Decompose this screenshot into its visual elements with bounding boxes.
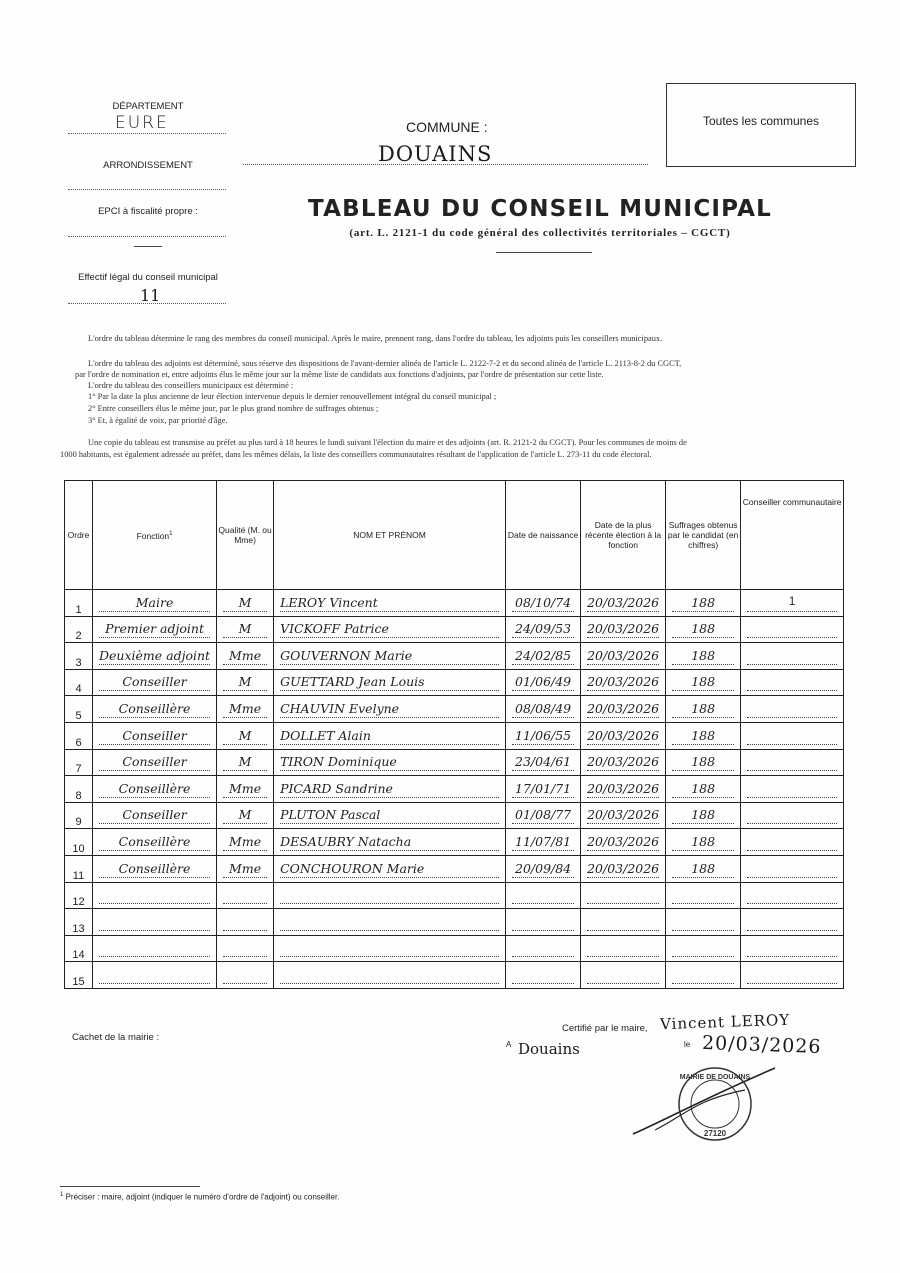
cell-fonction-value: Conseiller	[99, 753, 210, 771]
cell-naissance	[506, 829, 581, 856]
cell-suffrages	[666, 855, 741, 882]
a-value: Douains	[518, 1040, 580, 1058]
cell-fonction-value: Conseiller	[99, 806, 210, 824]
table-row	[65, 749, 844, 776]
table-row	[65, 776, 844, 803]
cell-suffrages-value	[672, 939, 734, 957]
cell-naissance-value: 24/02/85	[512, 647, 574, 665]
cell-election	[581, 776, 666, 803]
cell-naissance-value: 24/09/53	[512, 620, 574, 638]
cell-nom-value: GOUVERNON Marie	[280, 647, 499, 665]
cell-communautaire-value	[747, 939, 837, 957]
cell-suffrages-value: 188	[672, 594, 734, 612]
cell-ordre: 5	[65, 696, 93, 723]
cell-election-value: 20/03/2026	[587, 860, 660, 876]
cell-ordre: 8	[65, 776, 93, 803]
cell-suffrages-value	[672, 966, 734, 984]
cell-election-value: 20/03/2026	[587, 700, 660, 716]
cell-election	[581, 669, 666, 696]
cell-nom-value: CHAUVIN Evelyne	[280, 700, 499, 718]
table-row	[65, 909, 844, 936]
cell-nom-value: DOLLET Alain	[280, 727, 499, 745]
cell-suffrages	[666, 802, 741, 829]
paragraph-conseillers: L'ordre du tableau des conseillers municipaux est déterminé :	[88, 381, 294, 390]
cell-election	[581, 909, 666, 936]
cell-qualite-value: M	[223, 594, 267, 612]
cell-suffrages-value: 188	[672, 753, 734, 771]
cell-fonction	[93, 962, 217, 989]
footnote	[60, 1192, 339, 1202]
mairie-stamp	[625, 1060, 785, 1150]
cell-election-value: 20/03/2026	[587, 621, 660, 637]
cell-election	[581, 616, 666, 643]
cell-naissance-value	[512, 939, 574, 957]
cell-communautaire-value	[747, 833, 837, 851]
cell-communautaire	[741, 802, 844, 829]
cell-fonction-value: Conseiller	[99, 727, 210, 745]
cell-communautaire	[741, 616, 844, 643]
footnote-text: Préciser : maire, adjoint (indiquer le numéro d'ordre de l'adjoint) ou conseiller.	[65, 1192, 340, 1202]
cell-suffrages-value: 188	[672, 647, 734, 665]
cell-qualite	[217, 749, 274, 776]
cell-suffrages-value: 188	[672, 833, 734, 851]
cell-communautaire	[741, 749, 844, 776]
cell-qualite	[217, 616, 274, 643]
arrondissement-label: ARRONDISSEMENT	[103, 160, 193, 171]
paragraph-adjoints-1: L'ordre du tableau des adjoints est déterminé, sous réserve des dispositions de l'avant-dernier alinéa de l'article L. 2122-7-2 et du second alinéa de l'article L. 2113-8-2 du CGCT,	[88, 359, 682, 368]
cell-fonction-value: Deuxième adjoint	[99, 647, 211, 663]
table-row	[65, 935, 844, 962]
cell-nom-value	[280, 886, 499, 904]
cell-nom	[274, 696, 506, 723]
cell-nom	[274, 616, 506, 643]
cell-communautaire-value	[747, 620, 837, 638]
cell-suffrages	[666, 829, 741, 856]
cell-fonction	[93, 696, 217, 723]
cell-qualite-value: M	[223, 806, 267, 824]
table-row	[65, 669, 844, 696]
paragraph-rule-1: 1° Par la date la plus ancienne de leur élection intervenue depuis le dernier renouvellement intégral du conseil municipal ;	[88, 392, 497, 401]
cell-fonction	[93, 909, 217, 936]
signature-stroke-2-icon	[655, 1090, 745, 1130]
cell-nom	[274, 590, 506, 617]
table-row	[65, 722, 844, 749]
cell-ordre: 7	[65, 749, 93, 776]
cell-election	[581, 829, 666, 856]
table-row	[65, 643, 844, 670]
a-label: A	[506, 1040, 512, 1049]
cell-suffrages-value: 188	[672, 860, 734, 878]
cell-election	[581, 882, 666, 909]
cell-fonction-value: Conseiller	[99, 673, 210, 691]
cell-nom-value	[280, 939, 499, 957]
cell-fonction	[93, 855, 217, 882]
cell-communautaire-value: 1	[747, 594, 837, 612]
cell-suffrages-value: 188	[672, 806, 734, 824]
header-suffrages: Suffrages obtenus par le candidat (en chiffres)	[666, 481, 741, 590]
cell-naissance-value: 01/08/77	[512, 806, 574, 824]
cell-election	[581, 855, 666, 882]
cell-election-value	[587, 939, 659, 957]
cell-communautaire-value	[747, 700, 837, 718]
cell-nom-value	[280, 966, 499, 984]
cell-nom-value: PICARD Sandrine	[280, 780, 499, 798]
cell-naissance	[506, 962, 581, 989]
cell-communautaire	[741, 909, 844, 936]
cell-ordre: 1	[65, 590, 93, 617]
cell-communautaire	[741, 696, 844, 723]
header-fonction	[93, 481, 217, 590]
cell-suffrages	[666, 722, 741, 749]
cell-communautaire-value	[747, 860, 837, 878]
cell-nom-value: TIRON Dominique	[280, 753, 499, 771]
cell-qualite-value	[223, 939, 267, 957]
cell-fonction	[93, 643, 217, 670]
cell-naissance	[506, 935, 581, 962]
cell-suffrages	[666, 909, 741, 936]
cell-suffrages	[666, 776, 741, 803]
cell-suffrages-value: 188	[672, 673, 734, 691]
cell-naissance	[506, 855, 581, 882]
footnote-mark: 1	[60, 1192, 64, 1198]
cell-naissance-value: 11/07/81	[512, 833, 574, 851]
table-row	[65, 962, 844, 989]
cell-election-value	[587, 966, 659, 984]
cell-nom	[274, 669, 506, 696]
cell-ordre: 15	[65, 962, 93, 989]
cell-election-value	[587, 886, 659, 904]
cell-ordre: 9	[65, 802, 93, 829]
cell-communautaire-value	[747, 913, 837, 931]
cell-communautaire-value	[747, 966, 837, 984]
cell-election	[581, 935, 666, 962]
separator	[134, 246, 162, 247]
page-title: TABLEAU DU CONSEIL MUNICIPAL	[308, 196, 772, 222]
cell-qualite-value: M	[223, 673, 267, 691]
cell-qualite-value	[223, 966, 267, 984]
cell-naissance	[506, 802, 581, 829]
cell-fonction-value: Conseillère	[99, 860, 210, 878]
cell-communautaire-value	[747, 753, 837, 771]
cell-election	[581, 722, 666, 749]
table-row	[65, 855, 844, 882]
cell-qualite-value: Mme	[223, 780, 267, 798]
cell-nom	[274, 802, 506, 829]
cell-naissance	[506, 616, 581, 643]
cell-fonction-value	[99, 939, 210, 957]
cell-naissance-value: 08/10/74	[512, 594, 574, 612]
cell-nom-value: DESAUBRY Natacha	[280, 833, 499, 851]
cell-nom-value: PLUTON Pascal	[280, 806, 499, 824]
cell-qualite	[217, 643, 274, 670]
cell-qualite-value: Mme	[223, 647, 267, 665]
cell-naissance	[506, 882, 581, 909]
header-naissance: Date de naissance	[506, 481, 581, 590]
cell-communautaire-value	[747, 780, 837, 798]
cell-qualite-value: Mme	[223, 700, 267, 718]
cell-qualite	[217, 829, 274, 856]
cell-ordre: 13	[65, 909, 93, 936]
certifie-label: Certifié par le maire,	[562, 1023, 648, 1034]
cell-qualite	[217, 909, 274, 936]
cell-fonction	[93, 829, 217, 856]
cell-communautaire	[741, 776, 844, 803]
header-ordre: Ordre	[65, 481, 93, 590]
cell-suffrages	[666, 962, 741, 989]
cell-fonction-value: Premier adjoint	[99, 620, 210, 638]
cell-nom	[274, 829, 506, 856]
cell-qualite-value: M	[223, 620, 267, 638]
cell-communautaire-value	[747, 647, 837, 665]
cell-nom	[274, 776, 506, 803]
cell-suffrages-value: 188	[672, 620, 734, 638]
table-row	[65, 882, 844, 909]
table-row	[65, 696, 844, 723]
table-row	[65, 802, 844, 829]
cell-election-value: 20/03/2026	[587, 674, 660, 690]
cell-election	[581, 802, 666, 829]
cell-naissance-value: 17/01/71	[512, 780, 574, 798]
cell-nom-value: GUETTARD Jean Louis	[280, 673, 499, 691]
cell-qualite	[217, 696, 274, 723]
paragraph-copy-1: Une copie du tableau est transmise au préfet au plus tard à 18 heures le lundi suivant l'élection du maire et des adjoints (art. R. 2121-2 du CGCT). Pour les communes de moins de	[88, 438, 687, 447]
cell-qualite-value: Mme	[223, 860, 267, 878]
cell-suffrages	[666, 643, 741, 670]
cell-suffrages	[666, 590, 741, 617]
cell-election-value: 20/03/2026	[587, 780, 660, 796]
cell-election-value	[587, 913, 659, 931]
cell-election-value: 20/03/2026	[587, 754, 660, 770]
cell-suffrages	[666, 669, 741, 696]
cell-nom-value: CONCHOURON Marie	[280, 860, 499, 878]
cell-qualite	[217, 935, 274, 962]
cell-fonction-value	[99, 913, 210, 931]
cell-communautaire	[741, 590, 844, 617]
cell-suffrages-value	[672, 913, 734, 931]
cell-fonction-value: Conseillère	[99, 780, 210, 798]
cell-qualite	[217, 855, 274, 882]
date-value: 20/03/2026	[701, 1031, 822, 1059]
departement-label: DÉPARTEMENT	[112, 101, 184, 112]
cell-naissance-value: 08/08/49	[512, 700, 574, 718]
cell-fonction-value: Conseillère	[99, 833, 210, 851]
cell-election-value: 20/03/2026	[587, 647, 660, 663]
paragraph-copy-2: 1000 habitants, est également adressée au préfet, dans les mêmes délais, la liste des conseillers communautaires résultant de l'application de l'article L. 273-11 du code électoral.	[60, 450, 652, 459]
paragraph-order: L'ordre du tableau détermine le rang des membres du conseil municipal. Après le maire, prennent rang, dans l'ordre du tableau, les adjoints puis les conseillers municipaux.	[88, 334, 663, 343]
cell-communautaire	[741, 962, 844, 989]
cell-qualite	[217, 590, 274, 617]
cell-communautaire	[741, 935, 844, 962]
epci-label: EPCI à fiscalité propre :	[98, 206, 198, 217]
cell-fonction	[93, 749, 217, 776]
cell-election	[581, 643, 666, 670]
commune-value: DOUAINS	[378, 142, 493, 166]
table-row	[65, 829, 844, 856]
cell-naissance-value: 20/09/84	[512, 860, 574, 878]
cell-naissance-value: 01/06/49	[512, 673, 574, 691]
cell-suffrages	[666, 935, 741, 962]
cell-election	[581, 962, 666, 989]
cell-fonction-value: Maire	[99, 594, 210, 612]
cell-election-value: 20/03/2026	[587, 807, 660, 823]
cell-fonction-value	[99, 966, 210, 984]
cell-suffrages	[666, 749, 741, 776]
cell-naissance	[506, 669, 581, 696]
cell-nom	[274, 935, 506, 962]
cell-qualite	[217, 962, 274, 989]
council-table	[64, 480, 844, 989]
cell-ordre: 4	[65, 669, 93, 696]
table-row	[65, 590, 844, 617]
cell-nom	[274, 722, 506, 749]
cell-election	[581, 590, 666, 617]
cell-fonction	[93, 669, 217, 696]
cell-qualite-value	[223, 913, 267, 931]
cell-communautaire	[741, 829, 844, 856]
cell-fonction	[93, 882, 217, 909]
cell-qualite	[217, 802, 274, 829]
cell-fonction	[93, 590, 217, 617]
cell-naissance	[506, 749, 581, 776]
stamp-inner-circle	[691, 1080, 739, 1128]
cell-qualite	[217, 722, 274, 749]
cell-naissance	[506, 722, 581, 749]
cell-qualite	[217, 882, 274, 909]
cell-ordre: 6	[65, 722, 93, 749]
cell-suffrages-value: 188	[672, 700, 734, 718]
commune-category-box: Toutes les communes	[666, 83, 856, 167]
cell-naissance	[506, 643, 581, 670]
page-subtitle: (art. L. 2121-1 du code général des collectivités territoriales – CGCT)	[349, 227, 731, 239]
header-fonction-note: 1	[169, 531, 173, 538]
cell-communautaire-value	[747, 806, 837, 824]
cell-nom	[274, 855, 506, 882]
cell-election	[581, 749, 666, 776]
header-qualite: Qualité (M. ou Mme)	[217, 481, 274, 590]
cell-qualite	[217, 776, 274, 803]
cell-fonction-value: Conseillère	[99, 700, 210, 718]
commune-label: COMMUNE :	[406, 119, 488, 135]
cell-qualite-value	[223, 886, 267, 904]
cell-naissance	[506, 696, 581, 723]
cell-nom-value: VICKOFF Patrice	[280, 620, 499, 638]
cell-communautaire-value	[747, 673, 837, 691]
cell-nom	[274, 909, 506, 936]
effectif-value: 11	[140, 286, 161, 305]
cell-communautaire	[741, 643, 844, 670]
cell-fonction	[93, 616, 217, 643]
cell-nom-value	[280, 913, 499, 931]
table-row	[65, 616, 844, 643]
cell-qualite	[217, 669, 274, 696]
cell-communautaire	[741, 855, 844, 882]
departement-value: EURE	[115, 113, 169, 133]
cell-communautaire	[741, 669, 844, 696]
cell-suffrages-value	[672, 886, 734, 904]
cell-nom-value: LEROY Vincent	[280, 594, 499, 612]
cell-naissance-value	[512, 886, 574, 904]
cell-suffrages	[666, 616, 741, 643]
table-header-row	[65, 481, 844, 590]
cell-suffrages-value: 188	[672, 727, 734, 745]
header-election: Date de la plus récente élection à la fonction	[581, 481, 666, 590]
paragraph-adjoints-2: par l'ordre de nomination et, entre adjoints élus le même jour sur la même liste de candidats aux fonctions d'adjoints, par l'ordre de présentation sur cette liste.	[75, 370, 604, 379]
cell-fonction	[93, 776, 217, 803]
cell-suffrages-value: 188	[672, 780, 734, 798]
cell-election	[581, 696, 666, 723]
cell-ordre: 2	[65, 616, 93, 643]
cell-communautaire	[741, 882, 844, 909]
stamp-code: 27120	[703, 1129, 727, 1138]
cell-fonction-value	[99, 886, 210, 904]
cell-fonction	[93, 935, 217, 962]
cachet-label: Cachet de la mairie :	[72, 1032, 160, 1043]
cell-naissance-value	[512, 913, 574, 931]
cell-naissance	[506, 776, 581, 803]
cell-naissance-value: 11/06/55	[512, 727, 574, 745]
signature-name: Vincent LEROY	[659, 1010, 791, 1034]
cell-election-value: 20/03/2026	[587, 727, 660, 743]
stamp-top-text: MAIRIE DE DOUAINS	[679, 1074, 751, 1081]
paragraph-rule-2: 2° Entre conseillers élus le même jour, par le plus grand nombre de suffrages obtenus ;	[88, 404, 379, 413]
cell-qualite-value: M	[223, 753, 267, 771]
cell-nom	[274, 962, 506, 989]
cell-fonction	[93, 802, 217, 829]
cell-communautaire	[741, 722, 844, 749]
title-underline	[496, 252, 592, 253]
header-communautaire: Conseiller communautaire	[741, 481, 844, 590]
cell-naissance	[506, 590, 581, 617]
cell-fonction	[93, 722, 217, 749]
effectif-label: Effectif légal du conseil municipal	[78, 272, 218, 283]
header-fonction-text: Fonction	[136, 530, 170, 541]
cell-naissance-value	[512, 966, 574, 984]
cell-naissance	[506, 909, 581, 936]
cell-suffrages	[666, 882, 741, 909]
cell-nom	[274, 882, 506, 909]
cell-communautaire-value	[747, 727, 837, 745]
paragraph-rule-3: 3° Et, à égalité de voix, par priorité d'âge.	[88, 416, 228, 425]
cell-ordre: 11	[65, 855, 93, 882]
cell-naissance-value: 23/04/61	[512, 753, 574, 771]
cell-qualite-value: Mme	[223, 833, 267, 851]
cell-suffrages	[666, 696, 741, 723]
cell-qualite-value: M	[223, 727, 267, 745]
cell-nom	[274, 643, 506, 670]
cell-election-value: 20/03/2026	[587, 594, 660, 610]
cell-nom	[274, 749, 506, 776]
cell-ordre: 12	[65, 882, 93, 909]
footnote-rule	[60, 1186, 200, 1187]
cell-ordre: 14	[65, 935, 93, 962]
cell-ordre: 3	[65, 643, 93, 670]
cell-ordre: 10	[65, 829, 93, 856]
cell-communautaire-value	[747, 886, 837, 904]
le-label: le	[684, 1040, 691, 1049]
header-nom: NOM ET PRÉNOM	[274, 481, 506, 590]
cell-election-value: 20/03/2026	[587, 833, 660, 849]
